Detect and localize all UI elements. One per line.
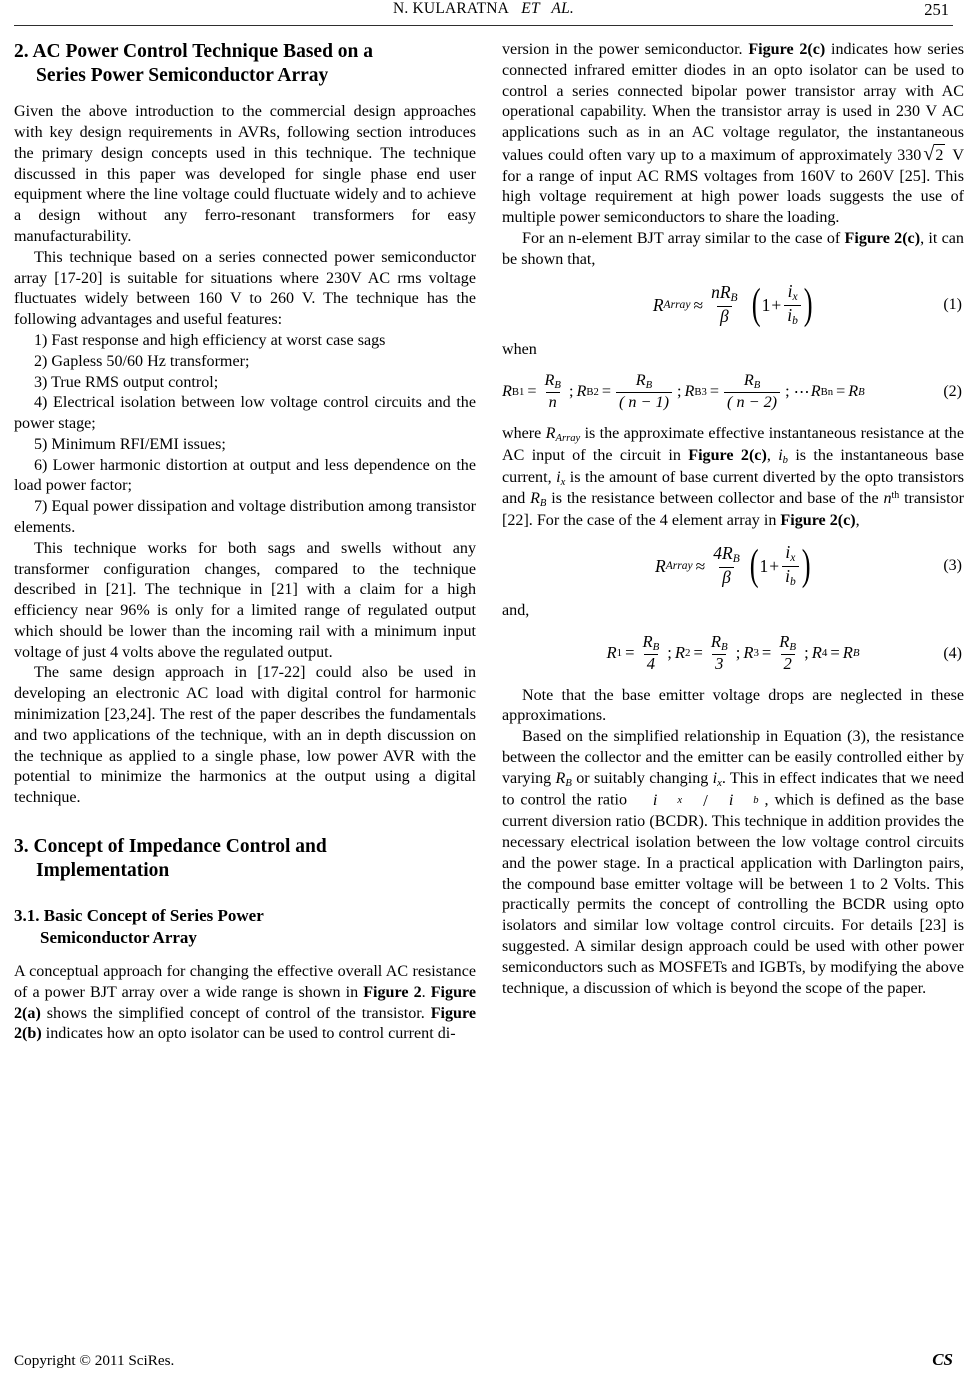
eq2-t1: R bbox=[502, 382, 512, 401]
running-head bbox=[14, 0, 953, 30]
right-p2-seg-a: For an n-element BJT array similar to the case of bbox=[522, 230, 845, 248]
equation-4-body bbox=[502, 631, 964, 673]
eq2-t3-sub: B3 bbox=[694, 385, 707, 398]
eq3-fraction: $\frac{4R_B}{\beta}$ bbox=[713, 543, 740, 588]
eq1-fraction bbox=[708, 284, 741, 326]
eq2-frac3: $\frac{R_B}{( n - 2)}$ bbox=[724, 372, 780, 410]
eq4-frac3: $\frac{R_B}{2}$ bbox=[779, 631, 797, 673]
eq1-frac-num: $nR_B$ bbox=[711, 282, 738, 305]
eq2-t1-sub: B1 bbox=[511, 385, 525, 398]
running-head-authors bbox=[14, 0, 953, 18]
eq3-paren-open: ( bbox=[749, 542, 759, 590]
figure-ref-2c-3: Figure 2(c) bbox=[688, 447, 767, 465]
eq2-frac2: $\frac{R_B}{( n - 1)}$ bbox=[616, 372, 672, 410]
left-paragraph-2: This technique based on a series connected power semiconductor array [17-20] is suitable for situations where 230V AC rms voltage fluctuates widely between 160 V to 260 V. The technique has the following advantages and useful features: bbox=[14, 248, 476, 329]
var-i-b: $i_b$ bbox=[778, 447, 788, 466]
section-3-title-line1: Concept of Impedance Control and bbox=[33, 835, 327, 857]
right-paragraph-2 bbox=[502, 229, 964, 271]
section-3-1-title-line1: Basic Concept of Series Power bbox=[43, 906, 264, 926]
left-p5-seg-e: indicates how an opto isolator can be used to control current di- bbox=[41, 1025, 456, 1043]
section-3-title-line2: Implementation bbox=[36, 860, 170, 882]
eq2-frac1: $\frac{R_B}{n}$ bbox=[544, 371, 561, 412]
left-paragraph-4: The same design approach in [17-22] could also be used in developing an electronic AC load with digital control for harmonic minimization [23,24]. The rest of the paper describes the fundamentals and two applications of the technique, with an in depth discussion on the technique as applied to a single phase, low power AVR with the potential to minimize the harmonics at the output using a digital technique. bbox=[14, 664, 476, 807]
running-head-author-name: N. KULARATNA bbox=[392, 0, 510, 17]
eq1-paren-close: ) bbox=[803, 280, 813, 328]
equation-2-math: R B1 = $\frac{R_B}{n}$ ; R B2 = $\frac{R_B}{( n - 1)}$ ; R B3 = $\frac{R_B}{( n - 2)}$ ; ⋯ R Bn = R B bbox=[502, 371, 865, 412]
left-paragraph-1: Given the above introduction to the commercial design approaches with key design requirements in AVRs, following section introduces the primary design concepts used in this technique. The technique discussed in this paper was developed for single phase end user equipment where the line voltage could fluctuate widely and to achieve a design without any ferro-resonant transformers for easy manufacturability. bbox=[14, 103, 476, 246]
equation-4-number: (4) bbox=[943, 644, 962, 662]
eq1-ratio-den: $i_b$ bbox=[784, 305, 801, 328]
bcdr-ratio: i x / i b bbox=[652, 791, 759, 811]
eq3-plus: + bbox=[769, 555, 780, 576]
sqrt-two-inline: √ 2 bbox=[923, 142, 944, 165]
equation-3-number: (3) bbox=[943, 557, 962, 575]
eq1-lhs-sub: Array bbox=[663, 299, 691, 312]
eq3-paren-close: ) bbox=[801, 542, 811, 590]
equation-3-body bbox=[502, 541, 964, 590]
equation-2 bbox=[502, 372, 964, 412]
var-r-b-2: $R_B$ bbox=[555, 769, 572, 789]
var-r-array: $R_{Array}$ bbox=[545, 425, 581, 445]
eq3-lhs-sub: Array bbox=[665, 560, 693, 573]
feature-item-2: 2) Gapless 50/60 Hz transformer; bbox=[34, 352, 250, 370]
right-p1-seg-d: V for a range of input AC RMS voltages from 160V to 260V [25]. This high voltage requirement at high power loads suggests the use of multiple power semiconductors to share the loading. bbox=[502, 146, 964, 227]
eq3-ratio: $\frac{i_x}{i_b}$ bbox=[782, 544, 799, 589]
equation-2-number: (2) bbox=[943, 383, 962, 401]
eq1-plus: + bbox=[771, 294, 782, 315]
section-3-1-number: 3.1. bbox=[14, 906, 40, 926]
eq4-t2: R bbox=[674, 643, 686, 663]
figure-ref-2: Figure 2 bbox=[363, 983, 422, 1001]
equation-3-math bbox=[655, 541, 811, 590]
right-p2-seg-c: , it can be shown that, bbox=[502, 230, 964, 268]
two-column-body bbox=[14, 40, 965, 1298]
eq2-t4: R bbox=[810, 382, 821, 401]
running-head-etal: ET AL. bbox=[521, 0, 574, 17]
page-footer bbox=[14, 1350, 953, 1370]
var-n-th: $n^{th}$ bbox=[883, 490, 900, 508]
right-column bbox=[502, 40, 964, 1298]
sqrt-radicand: 2 bbox=[934, 144, 945, 167]
section-2-title-line1: AC Power Control Technique Based on a bbox=[32, 41, 374, 62]
equation-4 bbox=[502, 631, 964, 674]
eq1-paren-open: ( bbox=[752, 280, 761, 328]
eq1-frac-den: β bbox=[717, 306, 732, 326]
figure-ref-2a: Figure 2(a) bbox=[14, 983, 477, 1022]
left-column bbox=[14, 40, 476, 1298]
right-p1-seg-c: indicates how series connected infrared emitter diodes in an opto isolator can be used to control a series connected bipolar power transistor array with AC operational capability. When the transistor array is used in 230 V AC applications such as in an AC voltage regulator, the instantaneous values could often vary up to a maximum of approximately 330 bbox=[502, 41, 964, 164]
var-r-b: $R_B$ bbox=[530, 490, 547, 510]
section-2-heading bbox=[14, 40, 476, 88]
equation-1 bbox=[502, 280, 964, 328]
equation-1-math bbox=[652, 280, 813, 328]
left-paragraph-3: This technique works for both sags and swells without any transformer configuration changes, compared to the technique described in [21]. The technique in [21] with a claim for a high efficiency near 96% is only for a limited range of regulated output which should be lower than the incoming rail with a minimum input voltage of just 4 volts above the regulated output. bbox=[14, 539, 476, 661]
feature-item-5: 5) Minimum RFI/EMI issues; bbox=[34, 435, 226, 453]
equation-2-body bbox=[502, 372, 964, 410]
var-i-x: $i_x$ bbox=[556, 468, 566, 488]
section-3-number: 3. bbox=[14, 835, 29, 857]
page-number: 251 bbox=[924, 0, 949, 19]
eq3-approx: ≈ bbox=[695, 555, 706, 576]
feature-item-7: 7) Equal power dissipation and voltage distribution among transistor elements. bbox=[14, 498, 476, 536]
when-label: when bbox=[502, 340, 537, 358]
right-p1-seg-a: version in the power semiconductor. bbox=[502, 41, 749, 58]
eq4-frac2: $\frac{R_B}{3}$ bbox=[710, 631, 728, 673]
right-paragraph-5: Based on the simplified relationship in Equation (3), the resistance between the collector and the emitter can be easily controlled either by varying $R_B$ or suitably changing $i_x$. This in effect indicates that we need to control the ratio i x / i b , which is defined as the base current diversion ratio (BCDR). This technique in addition provides the necessary electrical isolation between the low voltage control circuits and the power stage. In a practical application with Darlington pairs, the compound base emitter voltage will be between 1 to 2 Volts. This practically permits the concept of controlling the BCDR using opto isolators and similar low voltage control circuits. For details [23] is suggested. A similar design approach could be used with other power semiconductors such as MOSFETs and IGBTs, by modifying the above technique, a discussion of which is beyond the scope of the paper. bbox=[502, 728, 965, 997]
eq4-t3: R bbox=[743, 643, 754, 663]
eq4-t4: R bbox=[811, 643, 822, 663]
eq2-t4-sub: Bn bbox=[820, 385, 834, 398]
figure-ref-2c-1: Figure 2(c) bbox=[748, 41, 826, 58]
left-paragraph-5 bbox=[14, 962, 476, 1045]
equation-3 bbox=[502, 541, 964, 590]
figure-ref-2b: Figure 2(b) bbox=[14, 1004, 476, 1043]
right-paragraph-4: Note that the base emitter voltage drops are neglected in these approximations. bbox=[502, 686, 964, 725]
copyright-notice: Copyright © 2011 SciRes. bbox=[14, 1352, 175, 1369]
left-p5-seg-c: . bbox=[421, 983, 431, 1001]
eq1-ratio bbox=[784, 280, 801, 328]
feature-item-4: 4) Electrical isolation between low voltage control circuits and the power stage; bbox=[14, 394, 476, 433]
figure-ref-2c-2: Figure 2(c) bbox=[844, 230, 921, 248]
eq4-frac1: $\frac{R_B}{4}$ bbox=[642, 631, 660, 673]
var-i-x-2: $i_x$ bbox=[712, 769, 722, 789]
eq4-t1: R bbox=[606, 643, 617, 663]
eq1-one: 1 bbox=[761, 294, 771, 315]
right-paragraph-1 bbox=[502, 40, 964, 229]
journal-abbreviation: CS bbox=[932, 1350, 953, 1369]
left-p5-seg-a: A conceptual approach for changing the effective overall AC resistance of a power BJT array over a wide range is shown in bbox=[14, 963, 476, 1001]
section-2-title-line2: Series Power Semiconductor Array bbox=[36, 65, 329, 87]
equation-1-body bbox=[502, 280, 964, 328]
equation-1-number: (1) bbox=[943, 296, 962, 314]
section-3-1-heading bbox=[14, 905, 476, 948]
header-divider bbox=[14, 25, 953, 26]
eq1-ratio-num: $i_x$ bbox=[787, 280, 798, 303]
feature-item-1: 1) Fast response and high efficiency at worst case sags bbox=[34, 331, 386, 349]
section-3-heading bbox=[14, 835, 476, 883]
eq1-lhs: R bbox=[652, 294, 664, 315]
eq2-t2: R bbox=[576, 382, 587, 401]
eq2-t2-sub: B2 bbox=[586, 385, 599, 398]
equation-4-math: R 1 = $\frac{R_B}{4}$ ; R 2 = $\frac{R_B}{3}$ ; R 3 = $\frac{R_B}{2}$ ; R 4 = R B bbox=[606, 631, 860, 673]
and-label: and, bbox=[502, 601, 530, 619]
section-3-1-title-line2: Semiconductor Array bbox=[40, 927, 197, 947]
eq2-t4-rhs: R bbox=[848, 382, 859, 401]
eq2-ellipsis: ⋯ bbox=[793, 382, 810, 401]
feature-item-3: 3) True RMS output control; bbox=[34, 373, 219, 391]
left-p5-seg-d: shows the simplified concept of control of the transistor. bbox=[40, 1004, 431, 1022]
eq1-approx: ≈ bbox=[693, 294, 704, 315]
eq3-one: 1 bbox=[759, 555, 769, 576]
right-paragraph-3: where $R_{Array}$ is the approximate effective instantaneous resistance at the AC input of the circuit in Figure 2(c), $i_b$ is the instantaneous base current, $i_x$ is the amount of base current diverted by the opto transistors and $R_B$ is the resistance between collector and base of the $n^{th}$ transistor [22]. For the case of the 4 element array in Figure 2(c), bbox=[502, 425, 964, 530]
feature-item-6: 6) Lower harmonic distortion at output and less dependence on the load power factor; bbox=[14, 456, 476, 495]
figure-ref-2c-4: Figure 2(c) bbox=[780, 512, 856, 530]
eq3-lhs: R bbox=[655, 555, 666, 576]
section-2-number: 2. bbox=[14, 41, 29, 62]
eq2-t3: R bbox=[684, 382, 695, 401]
